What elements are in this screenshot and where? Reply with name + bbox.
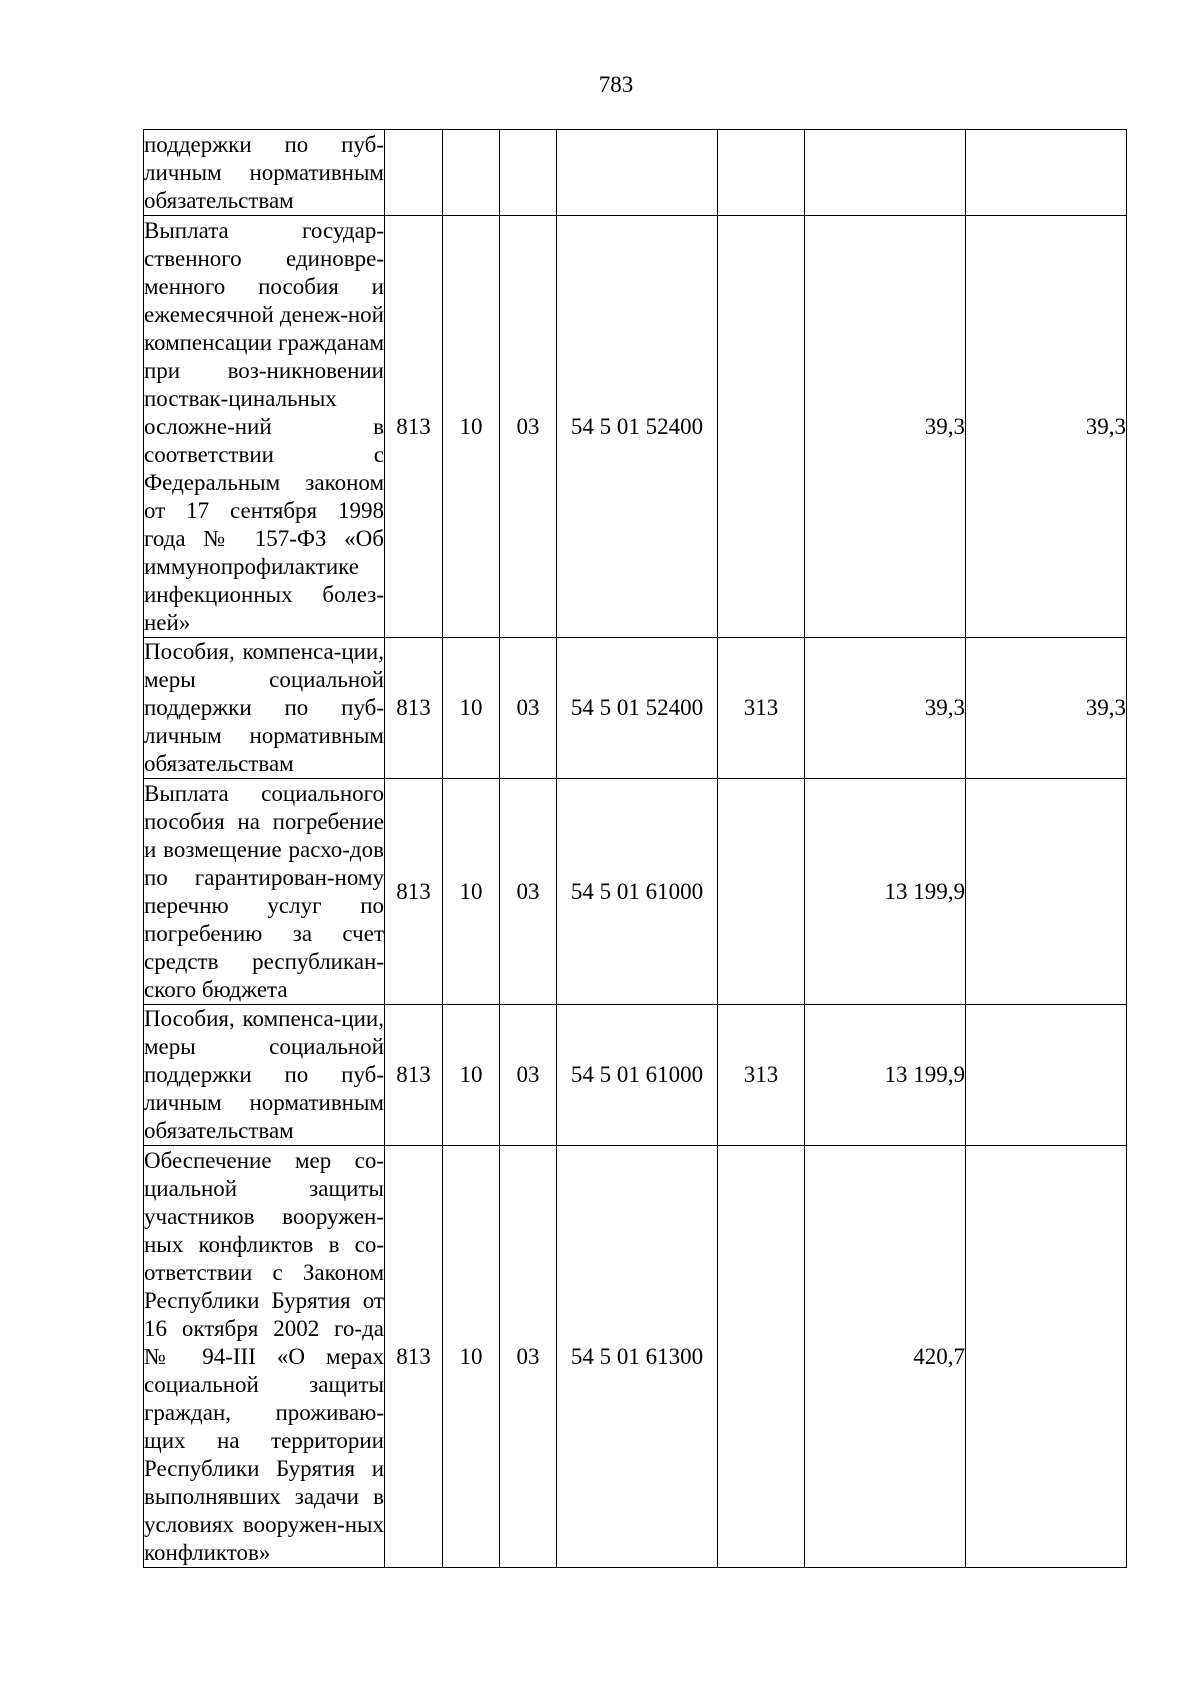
expense-type-code xyxy=(718,1146,805,1568)
amount-2: 39,3 xyxy=(966,216,1127,638)
table-row xyxy=(144,1005,1127,1146)
ministry-code: 813 xyxy=(385,638,443,779)
section-code: 10 xyxy=(443,1146,500,1568)
ministry-code: 813 xyxy=(385,216,443,638)
section-code: 10 xyxy=(443,638,500,779)
table-row xyxy=(144,216,1127,638)
amount-1: 39,3 xyxy=(805,216,966,638)
target-article-code xyxy=(557,130,718,216)
amount-1: 13 199,9 xyxy=(805,779,966,1005)
target-article-code: 54 5 01 61000 xyxy=(557,1005,718,1146)
target-article-code: 54 5 01 61300 xyxy=(557,1146,718,1568)
subsection-code xyxy=(500,130,557,216)
expense-type-code xyxy=(718,130,805,216)
section-code xyxy=(443,130,500,216)
target-article-code: 54 5 01 52400 xyxy=(557,638,718,779)
row-description: Выплата социального пособия на погребение и возмещение расхо-дов по гарантирован-ному перечню услуг по погребению за счет средств республикан-ского бюджета xyxy=(144,779,385,1005)
amount-2: 39,3 xyxy=(966,638,1127,779)
expense-type-code xyxy=(718,216,805,638)
table-row xyxy=(144,779,1127,1005)
target-article-code: 54 5 01 52400 xyxy=(557,216,718,638)
amount-1 xyxy=(805,130,966,216)
row-description: Обеспечение мер со-циальной защиты участников вооружен-ных конфликтов в со-ответствии с Законом Республики Бурятия от 16 октября 2002 го-да № 94-III «О мерах социальной защиты граждан, проживаю-щих на территории Республики Бурятия и выполнявших задачи в условиях вооружен-ных конфликтов» xyxy=(144,1146,385,1568)
expense-type-code: 313 xyxy=(718,1005,805,1146)
amount-2 xyxy=(966,130,1127,216)
section-code: 10 xyxy=(443,779,500,1005)
budget-table xyxy=(143,129,1127,1568)
section-code: 10 xyxy=(443,1005,500,1146)
ministry-code: 813 xyxy=(385,779,443,1005)
subsection-code: 03 xyxy=(500,638,557,779)
amount-1: 13 199,9 xyxy=(805,1005,966,1146)
ministry-code xyxy=(385,130,443,216)
row-description: Пособия, компенса-ции, меры социальной поддержки по пуб-личным нормативным обязательствам xyxy=(144,1005,385,1146)
amount-2 xyxy=(966,779,1127,1005)
subsection-code: 03 xyxy=(500,1005,557,1146)
expense-type-code: 313 xyxy=(718,638,805,779)
amount-1: 420,7 xyxy=(805,1146,966,1568)
table-row xyxy=(144,130,1127,216)
section-code: 10 xyxy=(443,216,500,638)
row-description: Пособия, компенса-ции, меры социальной поддержки по пуб-личным нормативным обязательствам xyxy=(144,638,385,779)
amount-2 xyxy=(966,1005,1127,1146)
amount-2 xyxy=(966,1146,1127,1568)
amount-1: 39,3 xyxy=(805,638,966,779)
page-number: 783 xyxy=(598,72,634,97)
ministry-code: 813 xyxy=(385,1005,443,1146)
subsection-code: 03 xyxy=(500,1146,557,1568)
table-row xyxy=(144,1146,1127,1568)
subsection-code: 03 xyxy=(500,779,557,1005)
subsection-code: 03 xyxy=(500,216,557,638)
target-article-code: 54 5 01 61000 xyxy=(557,779,718,1005)
row-description: поддержки по пуб-личным нормативным обязательствам xyxy=(144,130,385,216)
expense-type-code xyxy=(718,779,805,1005)
row-description: Выплата государ-ственного единовре-менного пособия и ежемесячной денеж-ной компенсации гражданам при воз-никновении поствак-цинальных осложне-ний в соответствии с Федеральным законом от 17 сентября 1998 года № 157-ФЗ «Об иммунопрофилактике инфекционных болез-ней» xyxy=(144,216,385,638)
table-row xyxy=(144,638,1127,779)
ministry-code: 813 xyxy=(385,1146,443,1568)
